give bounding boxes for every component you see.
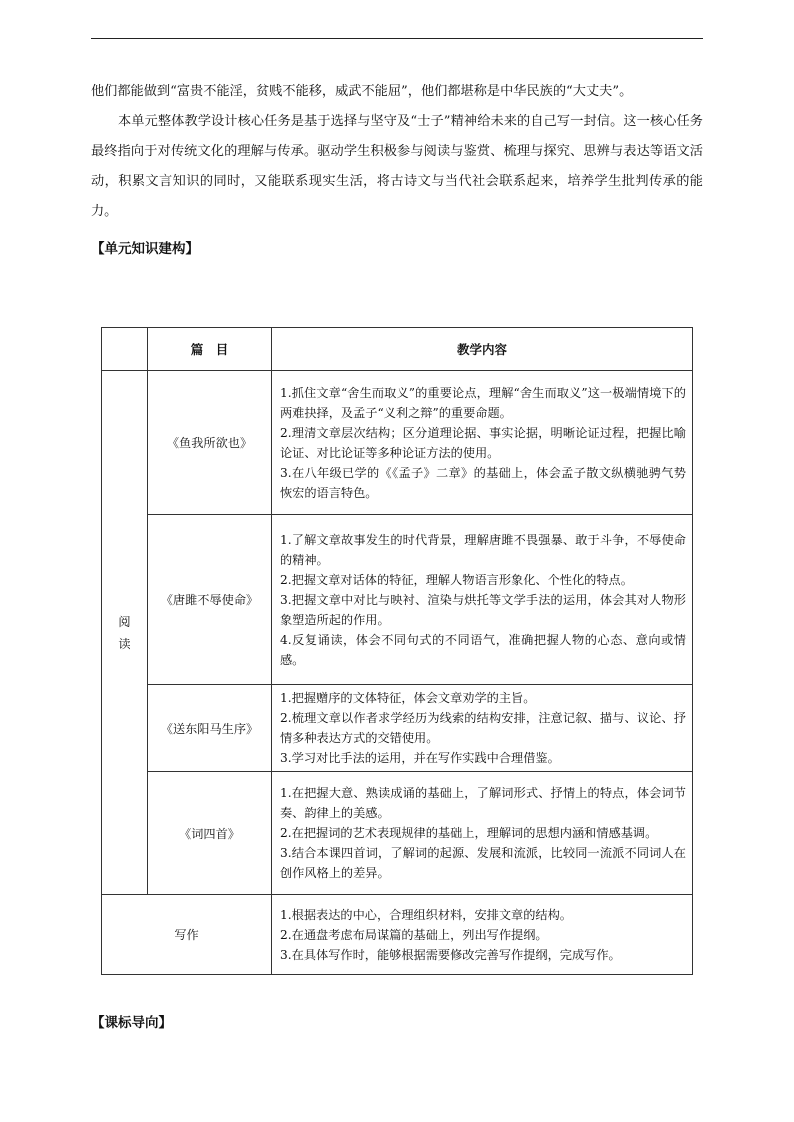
table-row <box>102 371 693 515</box>
content-item: 3.结合本课四首词，了解词的起源、发展和流派，比较同一流派不同词人在创作风格上的差异。 <box>280 846 686 880</box>
lesson-content <box>272 371 693 515</box>
content-item: 3.在八年级已学的《《孟子》二章》的基础上，体会孟子散文纵横驰骋气势恢宏的语言特色。 <box>280 465 686 500</box>
content-item: 1.了解文章故事发生的时代背景，理解唐雎不畏强暴、敢于斗争，不辱使命的精神。 <box>280 532 686 567</box>
reading-category-cell <box>102 371 148 895</box>
header-content-column: 教学内容 <box>272 328 693 371</box>
writing-label: 写作 <box>102 895 272 975</box>
content-item: 4.反复诵读，体会不同句式的不同语气，准确把握人物的心态、意向或情感。 <box>280 632 686 667</box>
reading-label: 阅 读 <box>118 614 131 651</box>
content-item: 1.在把握大意、熟读成诵的基础上，了解词形式、抒情上的特点，体会词节奏、韵律上的美感。 <box>280 786 686 820</box>
header-title-column: 篇 目 <box>148 328 272 371</box>
intro-paragraph: 本单元整体教学设计核心任务是基于选择与坚守及“士子”精神给未来的自己写一封信。这一核心任务最终指向于对传统文化的理解与传承。驱动学生积极参与阅读与鉴赏、梳理与探究、思辨与表达等语文活动，积累文言知识的同时，又能联系现实生活，将古诗文与当代社会联系起来，培养学生批判传承的能力。 <box>91 114 703 219</box>
content-item: 2.理清文章层次结构；区分道理论据、事实论据，明晰论证过程，把握比喻论证、对比论证等多种论证方法的使用。 <box>280 425 686 460</box>
table-row <box>102 515 693 685</box>
content-item: 2.把握文章对话体的特征，理解人物语言形象化、个性化的特点。 <box>280 572 633 587</box>
lesson-content <box>272 515 693 685</box>
content-item: 3.学习对比手法的运用，并在写作实践中合理借鉴。 <box>280 751 560 765</box>
lesson-content <box>272 772 693 895</box>
content-item: 1.把握赠序的文体特征，体会文章劝学的主旨。 <box>280 691 536 705</box>
content-item: 2.在把握词的艺术表现规律的基础上，理解词的思想内涵和情感基调。 <box>280 826 658 840</box>
knowledge-table <box>101 327 693 975</box>
table-row <box>102 685 693 772</box>
lesson-title: 《词四首》 <box>148 772 272 895</box>
lesson-content <box>272 685 693 772</box>
content-item: 3.把握文章中对比与映衬、渲染与烘托等文学手法的运用，体会其对人物形象塑造所起的作用。 <box>280 592 686 627</box>
intro-line: 他们都能做到“富贵不能淫，贫贱不能移，威武不能屈”，他们都堪称是中华民族的“大丈夫”。 <box>91 84 633 99</box>
writing-content <box>272 895 693 975</box>
content-item: 3.在具体写作时，能够根据需要修改完善写作提纲，完成写作。 <box>280 947 621 962</box>
content-item: 1.抓住文章“舍生而取义”的重要论点，理解“舍生而取义”这一极端情境下的两难抉择，及孟子“义利之辩”的重要命题。 <box>280 385 686 420</box>
content-item: 2.梳理文章以作者求学经历为线索的结构安排，注意记叙、描与、议论、抒情多种表达方式的交错使用。 <box>280 711 686 745</box>
header-empty-cell <box>102 328 148 371</box>
lesson-title: 《鱼我所欲也》 <box>148 371 272 515</box>
lesson-title: 《唐雎不辱使命》 <box>148 515 272 685</box>
section-heading-curriculum: 【课标导向】 <box>91 1015 172 1031</box>
lesson-title: 《送东阳马生序》 <box>148 685 272 772</box>
table-header-row <box>102 328 693 371</box>
table-row-writing <box>102 895 693 975</box>
content-item: 2.在通盘考虑布局谋篇的基础上，列出写作提纲。 <box>280 927 548 942</box>
section-heading-knowledge: 【单元知识建构】 <box>91 241 199 257</box>
header-rule <box>91 38 703 39</box>
content-item: 1.根据表达的中心，合理组织材料，安排文章的结构。 <box>280 907 572 922</box>
table-row <box>102 772 693 895</box>
